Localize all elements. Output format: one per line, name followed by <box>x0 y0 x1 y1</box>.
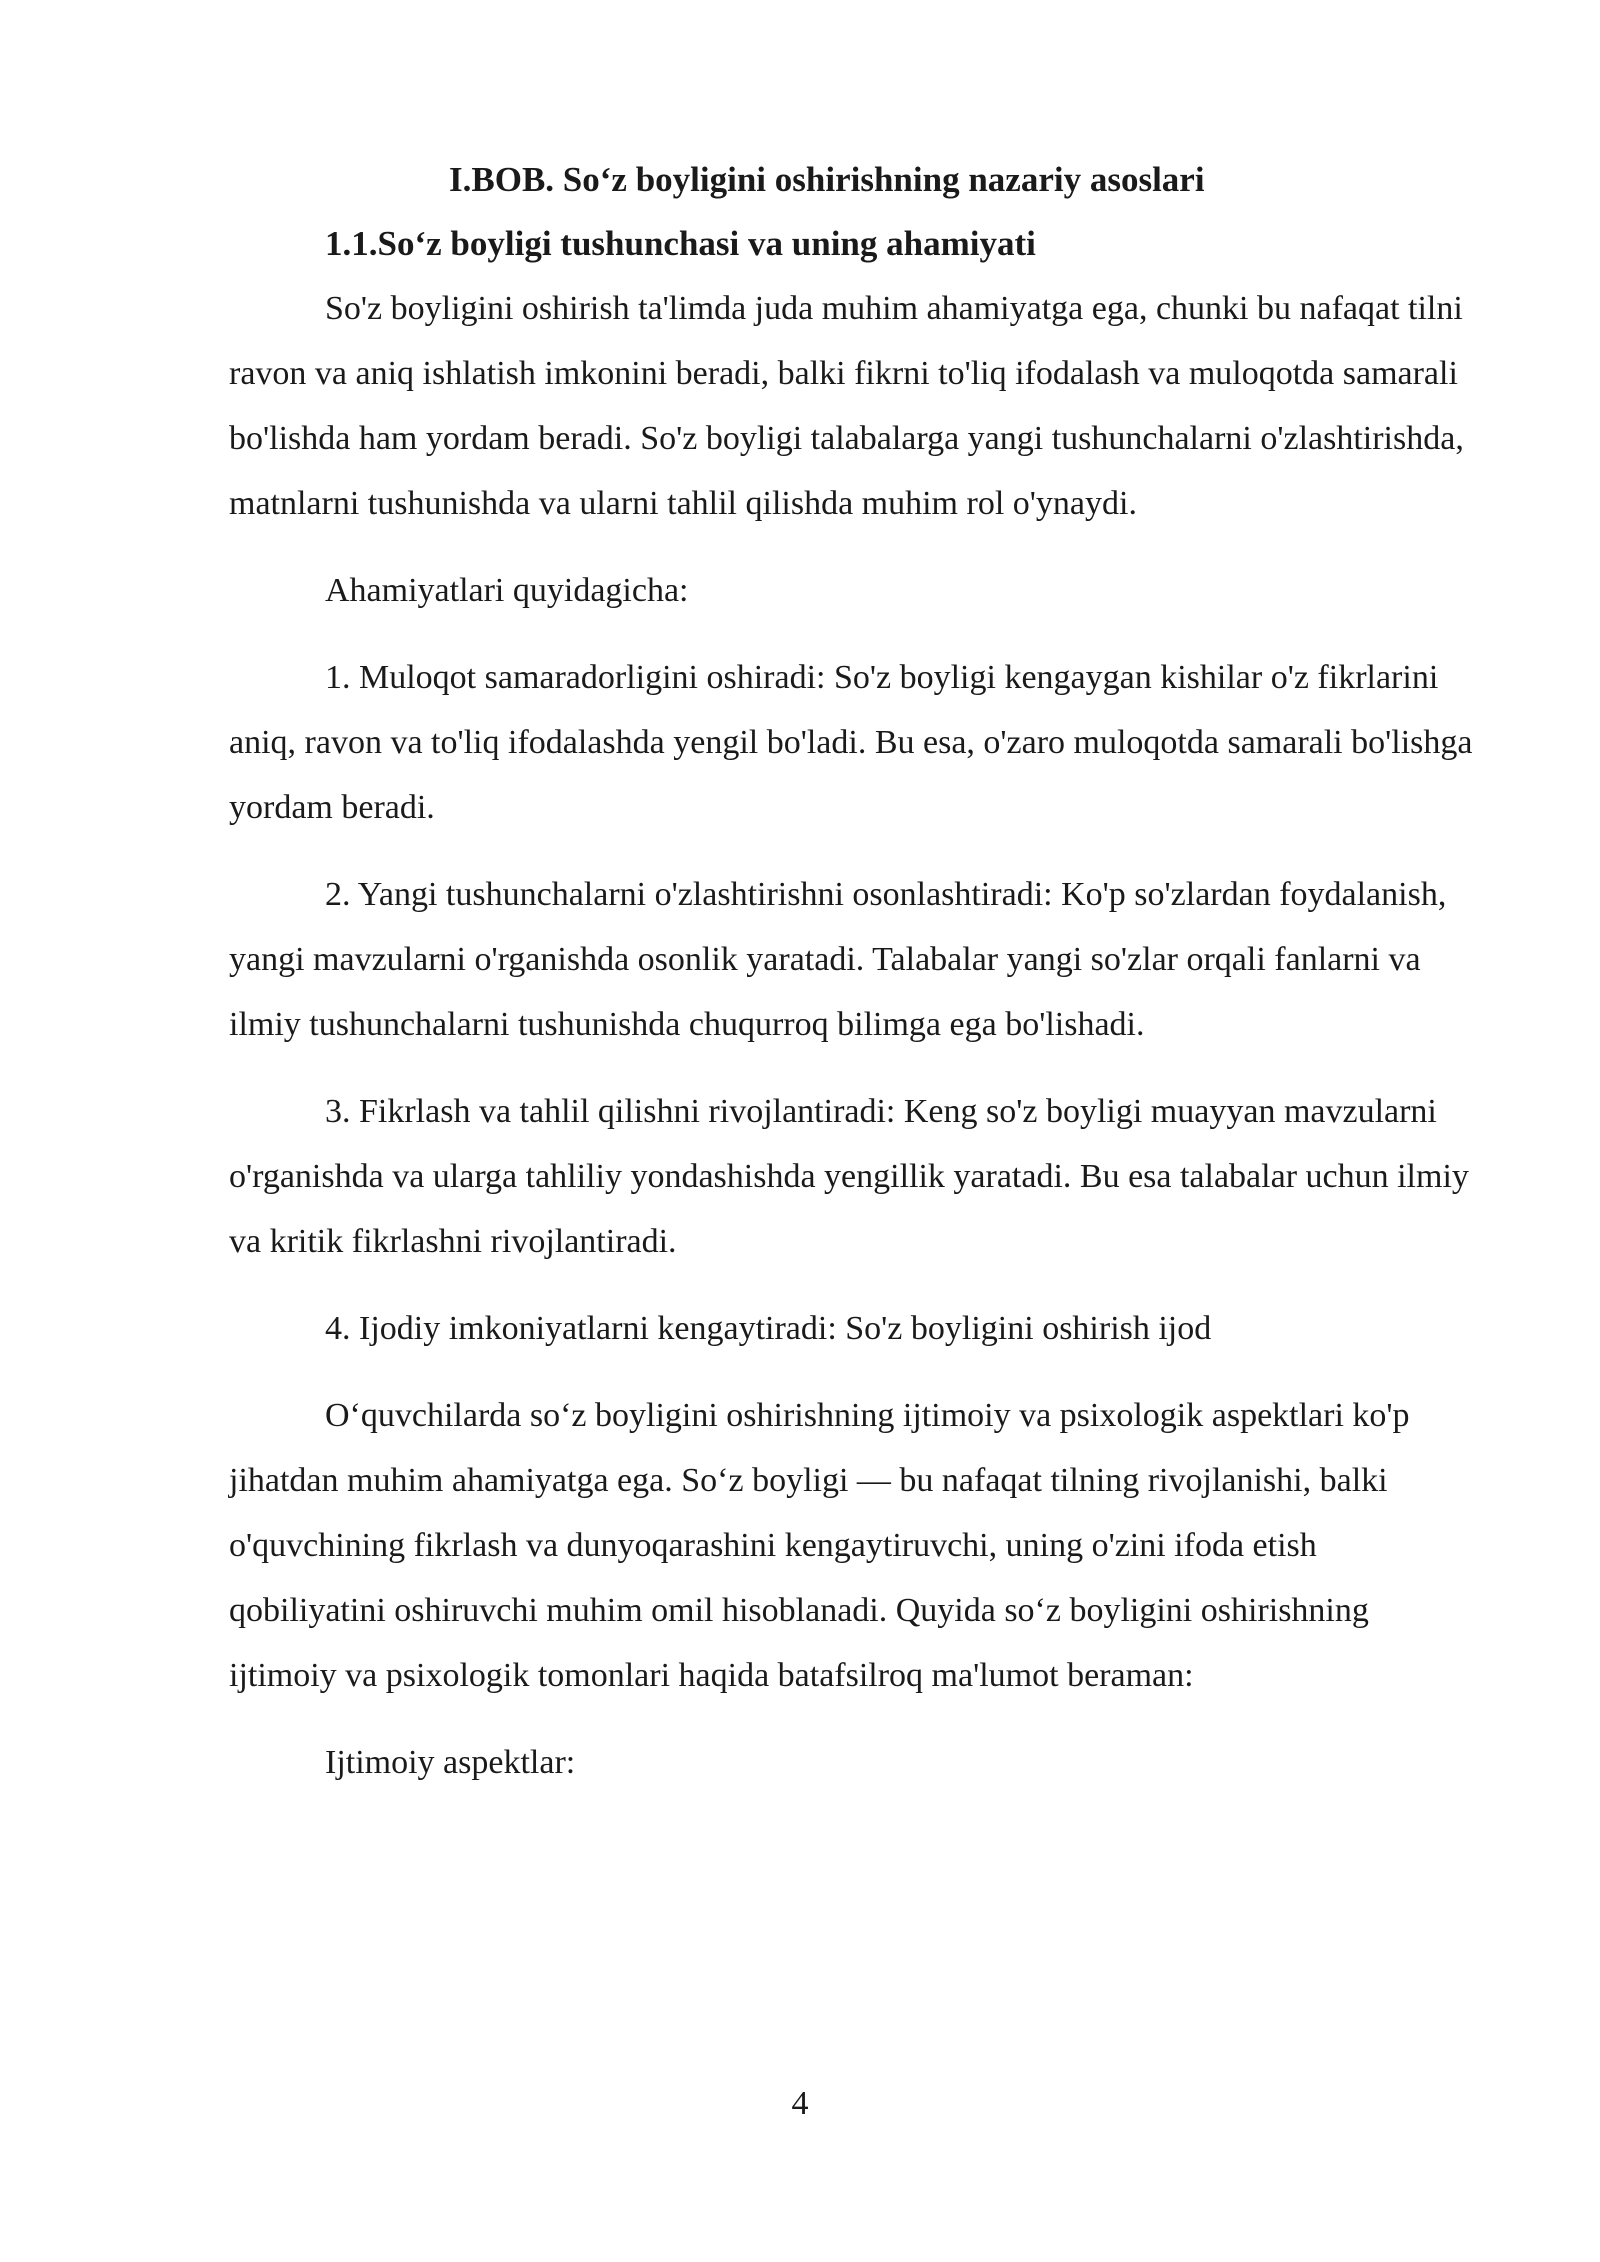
paragraph-intro: So'z boyligini oshirish ta'limda juda muhim ahamiyatga ega, chunki bu nafaqat tilni ravon va aniq ishlatish imkonini beradi, balki fikrni to'liq ifodalash va muloqotda samarali bo'lishda ham yordam beradi. So'z boyligi talabalarga yangi tushunchalarni o'zlashtirishda, matnlarni tushunishda va ularni tahlil qilishda muhim rol o'ynaydi. <box>229 290 1464 522</box>
list-item-3: 3. Fikrlash va tahlil qilishni rivojlantiradi: Keng so'z boyligi muayyan mavzularni o'rganishda va ularga tahliliy yondashishda yengillik yaratadi. Bu esa talabalar uchun ilmiy va kritik fikrlashni rivojlantiradi. <box>229 1093 1469 1260</box>
paragraph-aspects: O‘quvchilarda so‘z boyligini oshirishning ijtimoiy va psixologik aspektlari ko'p jihatdan muhim ahamiyatga ega. So‘z boyligi — bu nafaqat tilning rivojlanishi, balki o'quvchining fikrlash va dunyoqarashini kengaytiruvchi, uning o'zini ifoda etish qobiliyatini oshiruvchi muhim omil hisoblanadi. Quyida so‘z boyligini oshirishning ijtimoiy va psixologik tomonlari haqida batafsilroq ma'lumot beraman: <box>229 1397 1410 1694</box>
page-number: 4 <box>791 2085 809 2122</box>
paragraph-importance-heading: Ahamiyatlari quyidagicha: <box>325 572 689 609</box>
list-item-1: 1. Muloqot samaradorligini oshiradi: So'z boyligi kengaygan kishilar o'z fikrlarini aniq, ravon va to'liq ifodalashda yengil bo'ladi. Bu esa, o'zaro muloqotda samarali bo'lishga yordam beradi. <box>229 659 1473 826</box>
section-title: 1.1.So‘z boyligi tushunchasi va uning ahamiyati <box>325 224 1036 263</box>
chapter-title: I.BOB. So‘z boyligini oshirishning nazariy asoslari <box>449 160 1205 199</box>
list-item-2: 2. Yangi tushunchalarni o'zlashtirishni osonlashtiradi: Ko'p so'zlardan foydalanish, yangi mavzularni o'rganishda osonlik yaratadi. Talabalar yangi so'zlar orqali fanlarni va ilmiy tushunchalarni tushunishda chuqurroq bilimga ega bo'lishadi. <box>229 876 1447 1043</box>
paragraph-social-aspects-heading: Ijtimoiy aspektlar: <box>325 1744 576 1781</box>
page-content <box>229 148 1481 1795</box>
list-item-4: 4. Ijodiy imkoniyatlarni kengaytiradi: So'z boyligini oshirish ijod <box>325 1310 1212 1347</box>
